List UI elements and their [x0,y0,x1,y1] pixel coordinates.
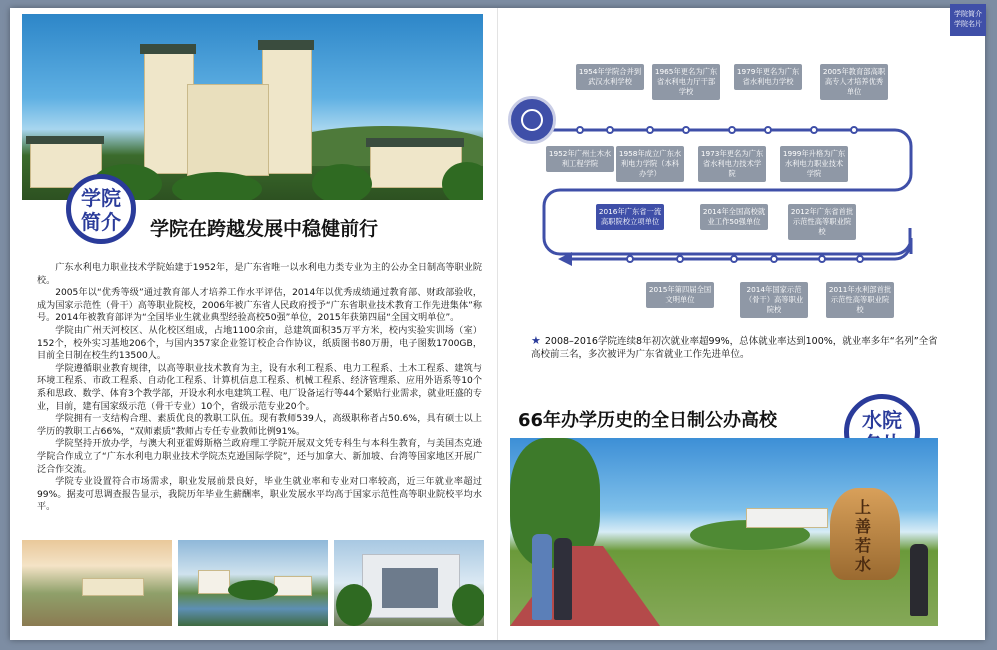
library-building-photo [334,540,484,626]
campus-hero-photo [22,14,483,200]
timeline-dot [682,126,690,134]
intro-paragraph: 学院拥有一支结构合理、素质优良的教职工队伍。现有教师539人，高级职称者占50.6%，具有硕士以上学历的教职工占66%，“双师素质”教师占专任专业教师比例91%。 [37,414,482,437]
campus-rock-photo [510,438,938,626]
section-tab[interactable] [950,4,986,36]
timeline-event: 2012年广东省首批示范性高等职业院校 [788,204,856,240]
timeline-dot [646,126,654,134]
timeline-dot [810,126,818,134]
timeline-event: 2014年国家示范（骨干）高等职业院校 [740,282,808,318]
timeline-event: 1958年成立广东水利电力学院（本科办学） [616,146,684,182]
timeline-dot [770,255,778,263]
timeline-dot [576,126,584,134]
timeline-event: 1999年升格为广东水利电力职业技术学院 [780,146,848,182]
timeline-event-highlight: 2016年广东省一流高职院校立项单位 [596,204,664,230]
college-logo-icon [508,96,556,144]
intro-paragraph: 学院由广州天河校区、从化校区组成，占地1100余亩，总建筑面积35万平方米，校内实验实训场（室）152个，校外实习基地206个，与国内357家企业签订校企合作协议，纸质图书80万册，电子图数1700GB，目前全日制在校生约13500人。 [37,325,482,362]
star-icon: ★ [531,334,541,347]
timeline-event: 1979年更名为广东省水利电力学校 [734,64,802,90]
campus-sunrise-photo [22,540,172,626]
timeline-event: 1954年学院合并到武汉水利学校 [576,64,644,90]
brochure-spread [10,8,985,640]
timeline-dot [818,255,826,263]
intro-paragraph: 学院专业设置符合市场需求，职业发展前景良好，毕业生就业率和专业对口率较高，近三年就业率超过99%。据麦可思调查报告显示，我院历年毕业生薪酬率，职业发展水平均高于国家示范性高等职业院校平均水平。 [37,477,482,513]
timeline-dot [850,126,858,134]
intro-body [37,262,482,514]
timeline-event: 2011年水利部首批示范性高等职业院校 [826,282,894,318]
timeline-event: 1973年更名为广东省水利电力技术学院 [698,146,766,182]
timeline-event: 2014年全国高校就业工作50强单位 [700,204,768,230]
timeline-event: 1952年广州土木水利工程学院 [546,146,614,172]
timeline-event: 2015年第四届全国文明单位 [646,282,714,308]
intro-badge [66,174,136,244]
timeline-event: 1965年更名为广东省水利电力厅干部学校 [652,64,720,100]
campus-lake-photo [178,540,328,626]
intro-paragraph: 2005年以“优秀等级”通过教育部人才培养工作水平评估，2014年以优秀成绩通过教育部、财政部验收，成为国家示范性（骨干）高等职业院校，2006年被广东省人民政府授予“广东省职业技术教育工作先进集体”称号。2014年被教育部评为“全国毕业生就业典型经验高校50强”单位，2015年获第四届“全国文明单位”。 [37,288,482,324]
timeline-dot [676,255,684,263]
rock-inscription: 上善若水 [854,498,871,574]
intro-paragraph: 学院坚持开放办学，与澳大利亚霍姆斯格兰政府理工学院开展双文凭专科生与本科生教育，与美国杰克逊学院合作成立了“广东水利电力职业技术学院杰克逊国际学院”，还与加拿大、新加坡、台湾等国家地区开展广泛合作交流。 [37,439,482,475]
intro-title: 学院在跨越发展中稳健前行 [150,218,379,240]
timeline-dot [626,255,634,263]
employment-note-text: 2008–2016学院连续8年初次就业率超99%，总体就业率达到100%，就业率多年“名列”全省高校前三名，多次被评为广东省就业工作先进单位。 [531,336,938,360]
timeline-dot [856,255,864,263]
timeline-dot [606,126,614,134]
employment-note [531,334,946,361]
intro-badge-line1: 学院 [81,186,121,210]
timeline-dot [764,126,772,134]
section-tab-intro[interactable]: 学院简介 [954,10,982,18]
timeline-dot [730,255,738,263]
timeline-dot [728,126,736,134]
intro-badge-line2: 简介 [81,210,121,234]
intro-paragraph: 学院遵循职业教育规律，以高等职业技术教育为主，设有水利工程系、电力工程系、土木工程系、建筑与环境工程系、市政工程系、自动化工程系、计算机信息工程系、机械工程系、经济管理系、应用外语系等10个系和思政、数学、体育3个教学部，开设水利水电建筑工程、电厂设备运行等44个紧贴行业需求，就业旺盛的专业，目前，建有国家级示范（骨干专业）10个，省级示范专业20个。 [37,363,482,412]
highlight-title: 66年办学历史的全日制公办高校 [518,410,778,431]
intro-paragraph: 广东水利电力职业技术学院始建于1952年，是广东省唯一以水利电力类专业为主的公办全日制高等职业院校。 [37,263,482,286]
card-badge-line1: 水院 [862,408,902,432]
timeline-event: 2005年教育部高职高专人才培养优秀单位 [820,64,888,100]
page-divider [497,8,498,640]
section-tab-card[interactable]: 学院名片 [954,20,982,28]
